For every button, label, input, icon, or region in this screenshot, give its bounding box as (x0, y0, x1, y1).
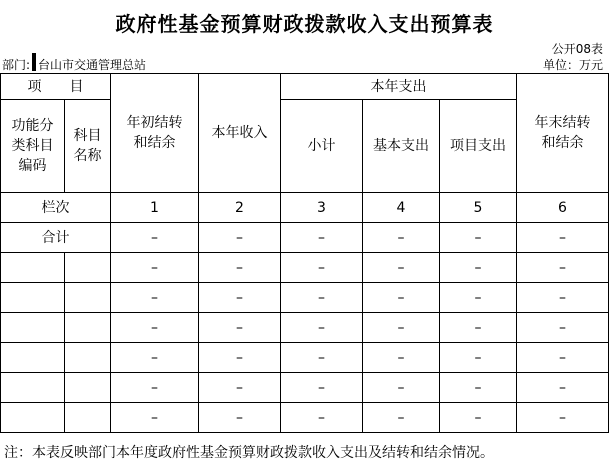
form-number: 公开08表 (551, 42, 603, 56)
department-row (0, 55, 609, 72)
header-begin-balance: 年初结转和结余 (111, 74, 199, 193)
table-cell: – (111, 403, 199, 433)
department-label: 部门: (2, 58, 31, 72)
table-cell (65, 313, 111, 343)
table-cell: – (111, 253, 199, 283)
header-subtotal: 小计 (281, 100, 363, 193)
table-row (1, 313, 609, 343)
header-function-code: 功能分类科目编码 (1, 100, 65, 193)
table-cell: – (281, 343, 363, 373)
index-row (1, 193, 609, 223)
table-cell: – (517, 223, 609, 253)
table-cell (1, 253, 65, 283)
table-cell: – (111, 373, 199, 403)
table-cell (65, 373, 111, 403)
table-cell: – (363, 373, 440, 403)
table-cell: – (440, 313, 517, 343)
table-cell: – (281, 313, 363, 343)
table-cell: – (199, 283, 281, 313)
table-row (1, 343, 609, 373)
total-label: 合计 (1, 223, 111, 253)
table-cell (1, 403, 65, 433)
table-cell: – (517, 313, 609, 343)
table-cell: – (363, 343, 440, 373)
table-cell: – (111, 283, 199, 313)
table-cell: – (363, 403, 440, 433)
table-cell: – (517, 253, 609, 283)
index-label: 栏次 (1, 193, 111, 223)
table-cell: – (440, 223, 517, 253)
index-cell: 3 (281, 193, 363, 223)
index-cell: 2 (199, 193, 281, 223)
table-cell: – (199, 313, 281, 343)
table-cell (1, 313, 65, 343)
table-row (1, 253, 609, 283)
header-project-expense: 项目支出 (440, 100, 517, 193)
cell-cursor (32, 53, 36, 71)
table-row (1, 373, 609, 403)
header-expense: 本年支出 (281, 74, 517, 100)
index-cell: 6 (517, 193, 609, 223)
table-cell (65, 283, 111, 313)
table-cell: – (199, 343, 281, 373)
index-cell: 4 (363, 193, 440, 223)
table-cell: – (440, 283, 517, 313)
budget-table (0, 73, 609, 433)
table-cell: – (281, 283, 363, 313)
table-cell (1, 373, 65, 403)
footnote: 注：本表反映部门本年度政府性基金预算财政拨款收入支出及结转和结余情况。 (4, 445, 494, 461)
table-cell: – (199, 223, 281, 253)
table-cell: – (517, 373, 609, 403)
table-cell: – (199, 373, 281, 403)
table-cell: – (281, 403, 363, 433)
table-cell: – (111, 223, 199, 253)
table-cell: – (281, 373, 363, 403)
table-cell: – (199, 403, 281, 433)
table-cell: – (440, 373, 517, 403)
total-row (1, 223, 609, 253)
department-name: 台山市交通管理总站 (38, 58, 147, 72)
table-cell: – (363, 223, 440, 253)
table-cell: – (440, 253, 517, 283)
header-end-balance: 年末结转和结余 (517, 74, 609, 193)
header-item: 项 目 (1, 74, 111, 100)
table-cell: – (517, 343, 609, 373)
table-cell: – (517, 283, 609, 313)
table-cell: – (517, 403, 609, 433)
report-title: 政府性基金预算财政拨款收入支出预算表 (115, 12, 494, 36)
table-cell: – (199, 253, 281, 283)
table-cell: – (440, 403, 517, 433)
table-cell: – (363, 283, 440, 313)
table-cell (65, 253, 111, 283)
table-cell: – (281, 253, 363, 283)
table-cell: – (111, 343, 199, 373)
table-cell: – (281, 223, 363, 253)
unit-label: 单位：万元 (542, 58, 603, 72)
table-cell: – (440, 343, 517, 373)
table-cell: – (111, 313, 199, 343)
index-cell: 1 (111, 193, 199, 223)
header-income: 本年收入 (199, 74, 281, 193)
header-subject-name: 科目名称 (65, 100, 111, 193)
table-row (1, 283, 609, 313)
table-cell (65, 343, 111, 373)
table-cell (1, 343, 65, 373)
table-row (1, 403, 609, 433)
index-cell: 5 (440, 193, 517, 223)
header-basic-expense: 基本支出 (363, 100, 440, 193)
table-cell (1, 283, 65, 313)
table-cell: – (363, 313, 440, 343)
table-cell: – (363, 253, 440, 283)
table-cell (65, 403, 111, 433)
